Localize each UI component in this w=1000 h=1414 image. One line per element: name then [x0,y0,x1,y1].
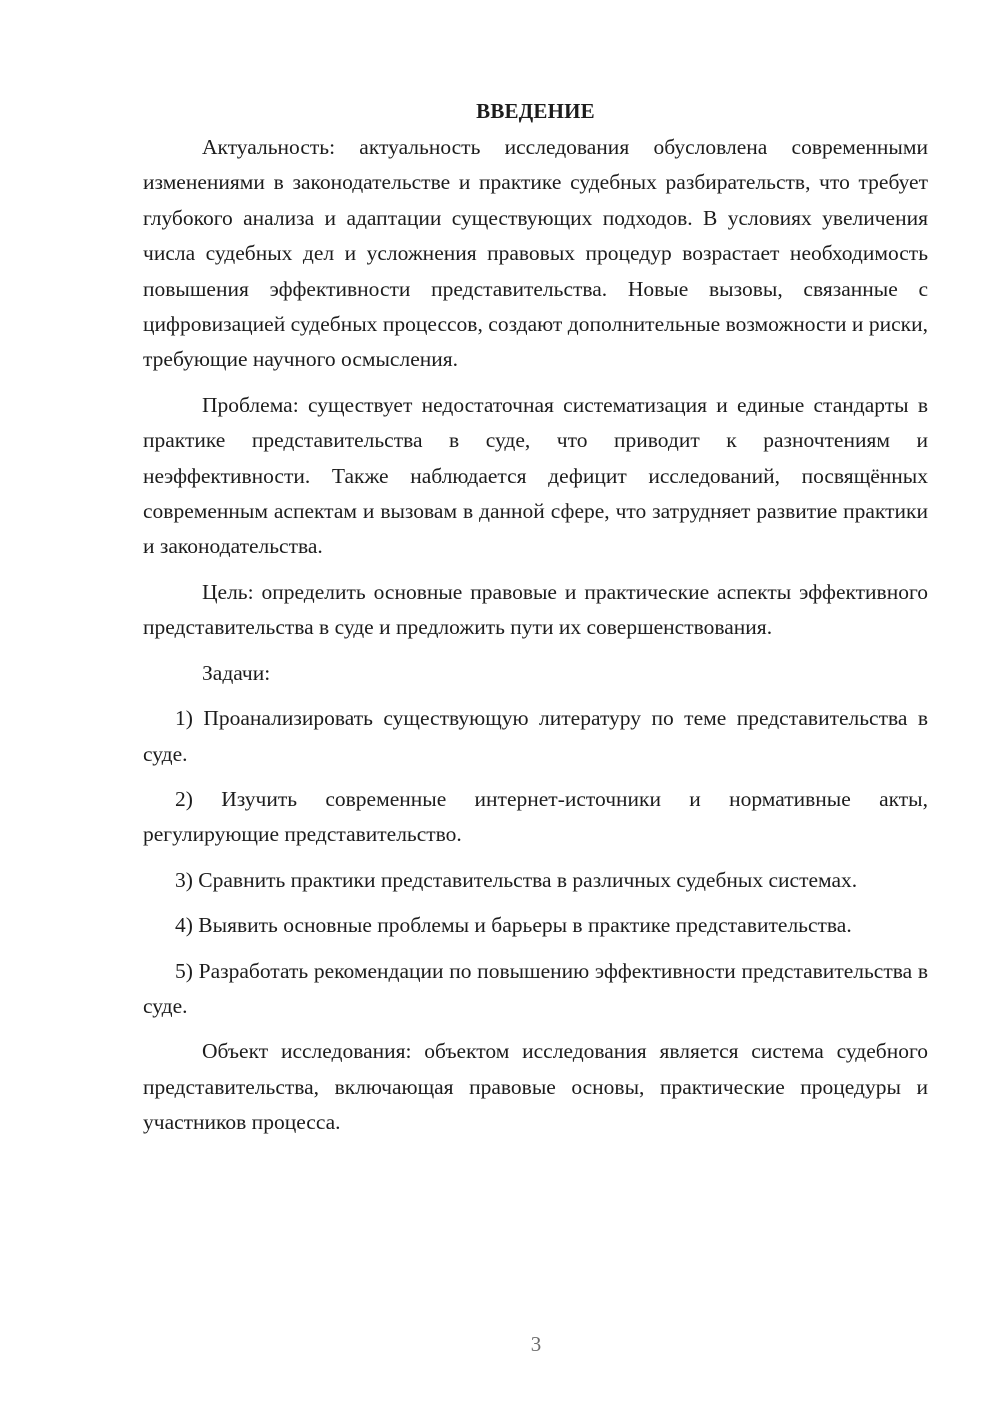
task-list [143,701,928,1024]
section-heading: ВВЕДЕНИЕ [476,99,595,123]
task-item-4: 4) Выявить основные проблемы и барьеры в практике представительства. [175,913,852,938]
page-number: 3 [530,1332,542,1356]
tasks-label: Задачи: [202,660,271,685]
paragraph-object: Объект исследования: объектом исследования является система судебного представительства, включающая правовые основы, практические процедуры и участников процесса. [143,1039,928,1135]
task-item-5: 5) Разработать рекомендации по повышению эффективности представительства в суде. [143,958,928,1018]
task-item-3: 3) Сравнить практики представительства в различных судебных системах. [175,867,858,892]
paragraph-relevance: Актуальность: актуальность исследования обусловлена современными изменениями в законодательстве и практике судебных разбирательств, что требует глубокого анализа и адаптации существующих подходов. В условиях увеличения числа судебных дел и усложнения правовых процедур возрастает необходимость повышения эффективности представительства. Новые вызовы, связанные с цифровизацией судебных процессов, создают дополнительные возможности и риски, требующие научного осмысления. [143,135,928,372]
page-content [143,96,928,1141]
task-item-1: 1) Проанализировать существующую литературу по теме представительства в суде. [143,706,928,766]
paragraph-goal: Цель: определить основные правовые и практические аспекты эффективного представительства в суде и предложить пути их совершенствования. [143,579,928,640]
task-item-2: 2) Изучить современные интернет-источники и нормативные акты, регулирующие представительство. [143,786,928,847]
paragraph-problem: Проблема: существует недостаточная систематизация и единые стандарты в практике представительства в суде, что приводит к разночтениям и неэффективности. Также наблюдается дефицит исследований, посвящённых современным аспектам и вызовам в данной сфере, что затрудняет развитие практики и законодательства. [143,392,928,559]
